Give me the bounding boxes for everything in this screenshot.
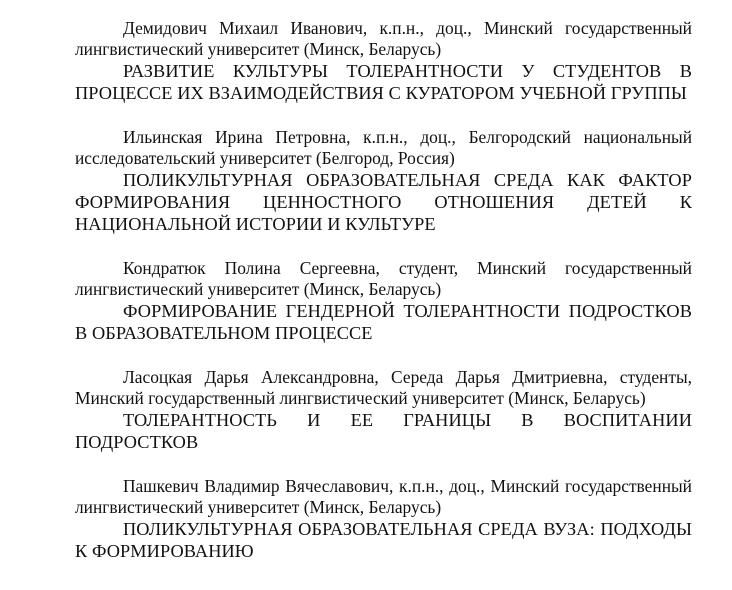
entry-author: Ласоцкая Дарья Александровна, Середа Дарья Дмитриевна, студенты, Минский государственный лингвистический университет (Минск, Беларусь) xyxy=(75,367,692,408)
document-page xyxy=(75,18,692,562)
entry-pashkevich xyxy=(75,476,692,562)
entry-title: ПОЛИКУЛЬТУРНАЯ ОБРАЗОВАТЕЛЬНАЯ СРЕДА ВУЗА: ПОДХОДЫ К ФОРМИРОВАНИЮ xyxy=(75,519,692,561)
entry-demidovich xyxy=(75,18,692,104)
entry-title: ПОЛИКУЛЬТУРНАЯ ОБРАЗОВАТЕЛЬНАЯ СРЕДА КАК ФАКТОР ФОРМИРОВАНИЯ ЦЕННОСТНОГО ОТНОШЕНИЯ ДЕТЕЙ К НАЦИОНАЛЬНОЙ ИСТОРИИ И КУЛЬТУРЕ xyxy=(75,170,692,234)
entry-title: ТОЛЕРАНТНОСТЬ И ЕЕ ГРАНИЦЫ В ВОСПИТАНИИ ПОДРОСТКОВ xyxy=(75,410,692,452)
entry-ilinskaya xyxy=(75,127,692,235)
entry-title: РАЗВИТИЕ КУЛЬТУРЫ ТОЛЕРАНТНОСТИ У СТУДЕНТОВ В ПРОЦЕССЕ ИХ ВЗАИМОДЕЙСТВИЯ С КУРАТОРОМ УЧЕБНОЙ ГРУППЫ xyxy=(75,61,692,103)
entry-lasotskaya-sereda xyxy=(75,367,692,453)
entry-author: Кондратюк Полина Сергеевна, студент, Минский государственный лингвистический университет (Минск, Беларусь) xyxy=(75,258,692,299)
entry-title: ФОРМИРОВАНИЕ ГЕНДЕРНОЙ ТОЛЕРАНТНОСТИ ПОДРОСТКОВ В ОБРАЗОВАТЕЛЬНОМ ПРОЦЕССЕ xyxy=(75,301,692,343)
entry-kondratyuk xyxy=(75,258,692,344)
entry-author: Ильинская Ирина Петровна, к.п.н., доц., Белгородский национальный исследовательский университет (Белгород, Россия) xyxy=(75,127,692,168)
entry-author: Пашкевич Владимир Вячеславович, к.п.н., доц., Минский государственный лингвистический университет (Минск, Беларусь) xyxy=(75,476,692,517)
entry-author: Демидович Михаил Иванович, к.п.н., доц., Минский государственный лингвистический университет (Минск, Беларусь) xyxy=(75,18,692,59)
